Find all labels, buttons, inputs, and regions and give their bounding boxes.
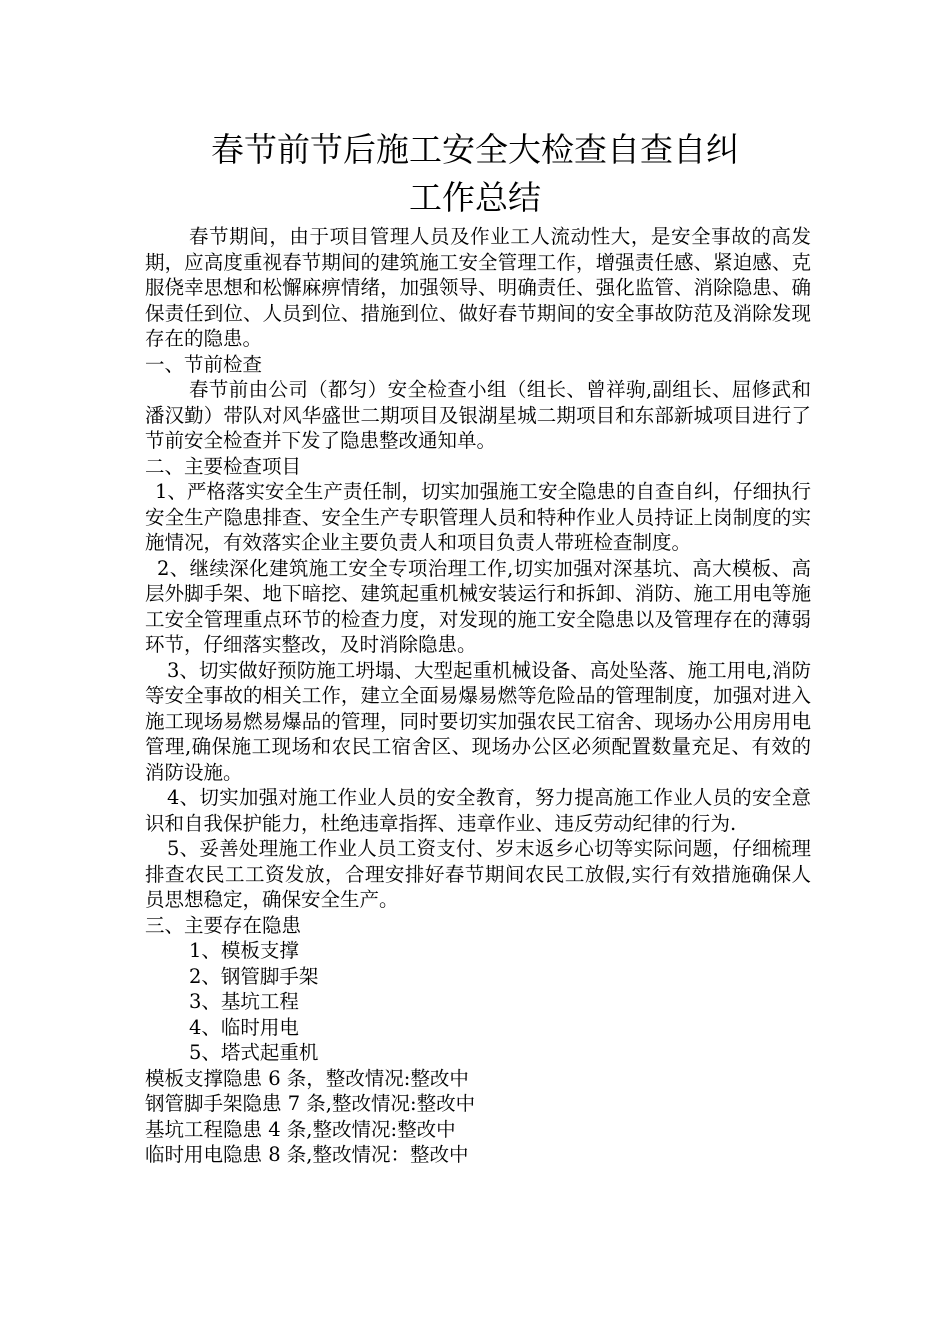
section3-heading: 三、主要存在隐患 [145,913,302,937]
check-item-1: 1、严格落实安全生产责任制，切实加强施工安全隐患的自查自纠，仔细执行安全生产隐患排查、安全生产专职管理人员和特种作业人员持证上岗制度的实施情况，有效落实企业主要负责人和项目负责人带班检查制度。 [145,480,811,554]
hazard-item: 4、临时用电 [189,1015,299,1039]
hazard-item: 2、钢管脚手架 [189,964,319,988]
document-title-line2: 工作总结 [409,178,541,217]
check-item-2: 2、继续深化建筑施工安全专项治理工作,切实加强对深基坑、高大模板、高层外脚手架、地下暗挖、建筑起重机械安装运行和拆卸、消防、施工用电等施工安全管理重点环节的检查力度，对发现的施工安全隐患以及管理存在的薄弱环节，仔细落实整改，及时消除隐患。 [145,556,811,656]
section1-heading: 一、节前检查 [145,352,263,376]
intro-paragraph: 春节期间，由于项目管理人员及作业工人流动性大，是安全事故的高发期，应高度重视春节期间的建筑施工安全管理工作，增强责任感、紧迫感、克服侥幸思想和松懈麻痹情绪，加强领导、明确责任、强化监管、消除隐患、确保责任到位、人员到位、措施到位、做好春节期间的安全事故防范及消除发现存在的隐患。 [145,225,811,350]
summary-line: 临时用电隐患 8 条,整改情况：整改中 [145,1143,469,1166]
hazard-item: 3、基坑工程 [189,990,299,1013]
document-body [145,224,811,1168]
document-title-line1: 春节前节后施工安全大检查自查自纠 [211,130,739,169]
section1-paragraph: 春节前由公司（都匀）安全检查小组（组长、曾祥驹,副组长、屈修武和潘汉勤）带队对风华盛世二期项目及银湖星城二期项目和东部新城项目进行了节前安全检查并下发了隐患整改通知单。 [145,378,811,452]
summary-line: 钢管脚手架隐患 7 条,整改情况:整改中 [145,1092,476,1115]
summary-line: 基坑工程隐患 4 条,整改情况:整改中 [145,1117,456,1141]
summary-line: 模板支撑隐患 6 条，整改情况:整改中 [145,1066,469,1090]
check-item-3: 3、切实做好预防施工坍塌、大型起重机械设备、高处坠落、施工用电,消防等安全事故的相关工作，建立全面易爆易燃等危险品的管理制度，加强对进入施工现场易燃易爆品的管理，同时要切实加强农民工宿舍、现场办公用房用电管理,确保施工现场和农民工宿舍区、现场办公区必须配置数量充足、有效的消防设施。 [145,658,811,784]
hazard-item: 1、模板支撑 [189,939,299,962]
hazard-item: 5、塔式起重机 [189,1041,319,1064]
check-item-5: 5、妥善处理施工作业人员工资支付、岁末返乡心切等实际问题，仔细梳理排查农民工工资发放，合理安排好春节期间农民工放假,实行有效措施确保人员思想稳定，确保安全生产。 [145,837,811,911]
check-item-4: 4、切实加强对施工作业人员的安全教育，努力提高施工作业人员的安全意识和自我保护能力，杜绝违章指挥、违章作业、违反劳动纪律的行为. [145,786,811,835]
section2-heading: 二、主要检查项目 [145,454,302,478]
